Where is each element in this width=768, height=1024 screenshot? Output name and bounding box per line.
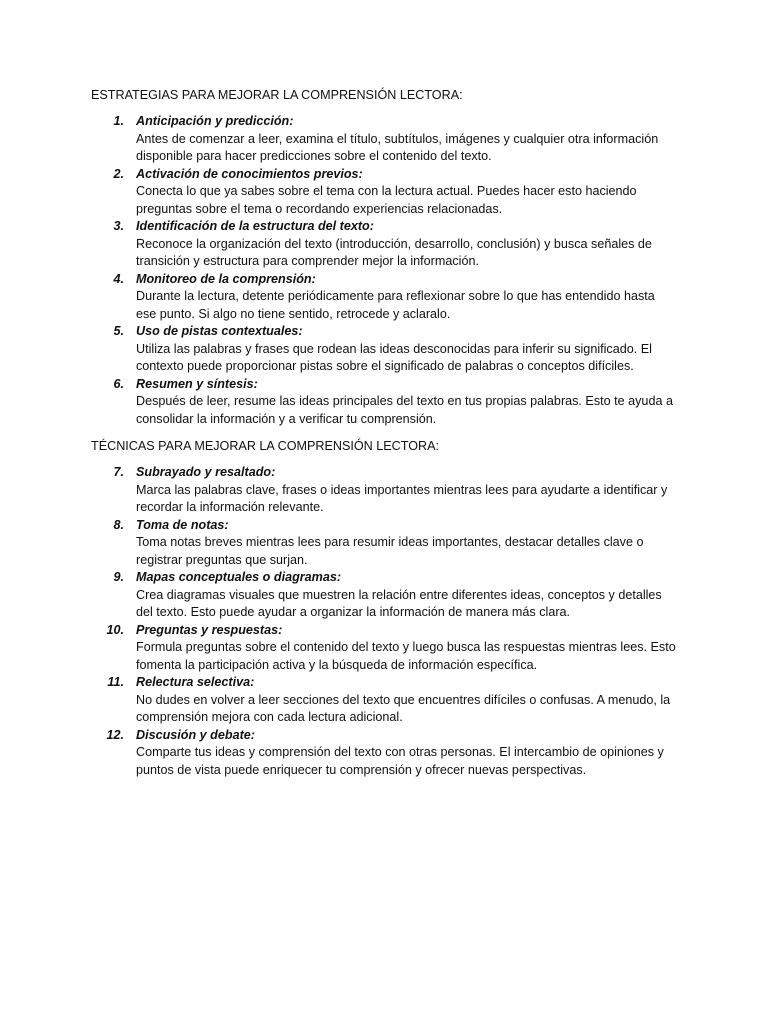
item-title: Preguntas y respuestas:	[136, 622, 283, 637]
description-line: puntos de vista puede enriquecer tu comprensión y ofrecer nuevas perspectivas.	[136, 762, 587, 777]
description-line: Antes de comenzar a leer, examina el título, subtítulos, imágenes y cualquier otra información	[136, 131, 659, 146]
item-title: Discusión y debate:	[136, 727, 255, 742]
description-line: ese punto. Si algo no tiene sentido, retrocede y aclaralo.	[136, 306, 451, 321]
item-title: Toma de notas:	[136, 517, 229, 532]
item-title: Resumen y síntesis:	[136, 376, 258, 391]
item-description	[136, 393, 676, 428]
item-number: 10.	[106, 622, 124, 637]
description-line: Después de leer, resume las ideas principales del texto en tus propias palabras. Esto te ayuda a	[136, 394, 673, 408]
description-line: Conecta lo que ya sabes sobre el tema con la lectura actual. Puedes hacer esto haciendo	[136, 184, 637, 198]
list-item	[0, 271, 676, 324]
techniques-list	[0, 464, 676, 779]
item-description	[136, 587, 676, 622]
description-line: contexto puede proporcionar pistas sobre el significado de palabras o conceptos difíciles.	[136, 359, 634, 373]
item-description	[136, 288, 676, 323]
description-line: Formula preguntas sobre el contenido del texto y luego busca las respuestas mientras lees. Esto	[136, 640, 676, 654]
item-title: Subrayado y resaltado:	[136, 465, 276, 479]
item-title: Identificación de la estructura del texto:	[136, 219, 374, 233]
item-title: Activación de conocimientos previos:	[136, 166, 363, 181]
item-number: 8.	[113, 517, 124, 532]
item-number: 1.	[113, 114, 124, 128]
item-title: Anticipación y predicción:	[136, 114, 294, 128]
list-item	[0, 569, 676, 622]
item-description	[136, 534, 676, 569]
strategies-list	[0, 113, 676, 428]
list-item	[0, 674, 676, 727]
item-number: 3.	[113, 219, 124, 233]
description-line: Reconoce la organización del texto (introducción, desarrollo, conclusión) y busca señales de	[136, 236, 652, 251]
item-description	[136, 692, 676, 727]
description-line: Toma notas breves mientras lees para resumir ideas importantes, destacar detalles clave o	[136, 535, 644, 549]
description-line: registrar preguntas que surjan.	[136, 552, 308, 567]
item-description	[136, 183, 676, 218]
item-description	[136, 341, 676, 376]
list-item	[0, 517, 676, 570]
list-item	[0, 727, 676, 780]
item-description	[136, 744, 676, 779]
description-line: fomenta la participación activa y la búsqueda de información específica.	[136, 657, 538, 672]
item-description	[136, 639, 676, 674]
item-description	[136, 131, 676, 166]
item-title: Mapas conceptuales o diagramas:	[136, 570, 342, 584]
list-item	[0, 323, 676, 376]
description-line: preguntas sobre el tema o recordando experiencias relacionadas.	[136, 201, 503, 216]
item-title: Relectura selectiva:	[136, 675, 255, 689]
item-title: Uso de pistas contextuales:	[136, 324, 303, 338]
item-number: 9.	[113, 570, 124, 584]
list-item	[0, 622, 676, 675]
item-number: 2.	[113, 166, 124, 181]
list-item	[0, 376, 676, 429]
item-description	[136, 482, 676, 517]
item-number: 6.	[113, 376, 124, 391]
item-number: 11.	[107, 675, 124, 689]
description-line: disponible para hacer predicciones sobre el contenido del texto.	[136, 149, 492, 163]
description-line: No dudes en volver a leer secciones del texto que encuentres difíciles o confusas. A menudo, la	[136, 692, 671, 707]
section-heading-tecnicas: TÉCNICAS PARA MEJORAR LA COMPRENSIÓN LECTORA:	[91, 439, 440, 453]
list-item	[0, 464, 676, 517]
description-line: Comparte tus ideas y comprensión del texto con otras personas. El intercambio de opiniones y	[136, 745, 664, 759]
list-item	[0, 218, 676, 271]
description-line: comprensión mejora con cada lectura adicional.	[136, 710, 403, 724]
description-line: transición y estructura para comprender mejor la información.	[136, 254, 479, 268]
item-number: 7.	[113, 465, 124, 479]
description-line: recordar la información relevante.	[136, 500, 324, 514]
item-title: Monitoreo de la comprensión:	[136, 271, 316, 286]
description-line: Crea diagramas visuales que muestren la relación entre diferentes ideas, conceptos y detalles	[136, 587, 662, 602]
description-line: Utiliza las palabras y frases que rodean las ideas desconocidas para inferir su significado. El	[136, 341, 652, 356]
item-number: 4.	[113, 271, 124, 286]
item-description	[136, 236, 676, 271]
description-line: Durante la lectura, detente periódicamente para reflexionar sobre lo que has entendido hasta	[136, 289, 655, 303]
list-item	[0, 113, 676, 166]
description-line: Marca las palabras clave, frases o ideas importantes mientras lees para ayudarte a identificar y	[136, 482, 668, 497]
item-number: 12.	[106, 727, 124, 742]
description-line: del texto. Esto puede ayudar a organizar la información de manera más clara.	[136, 605, 571, 619]
section-heading-estrategias: ESTRATEGIAS PARA MEJORAR LA COMPRENSIÓN LECTORA:	[91, 88, 463, 102]
list-item	[0, 166, 676, 219]
description-line: consolidar la información y a verificar tu comprensión.	[136, 411, 437, 426]
item-number: 5.	[113, 324, 124, 338]
